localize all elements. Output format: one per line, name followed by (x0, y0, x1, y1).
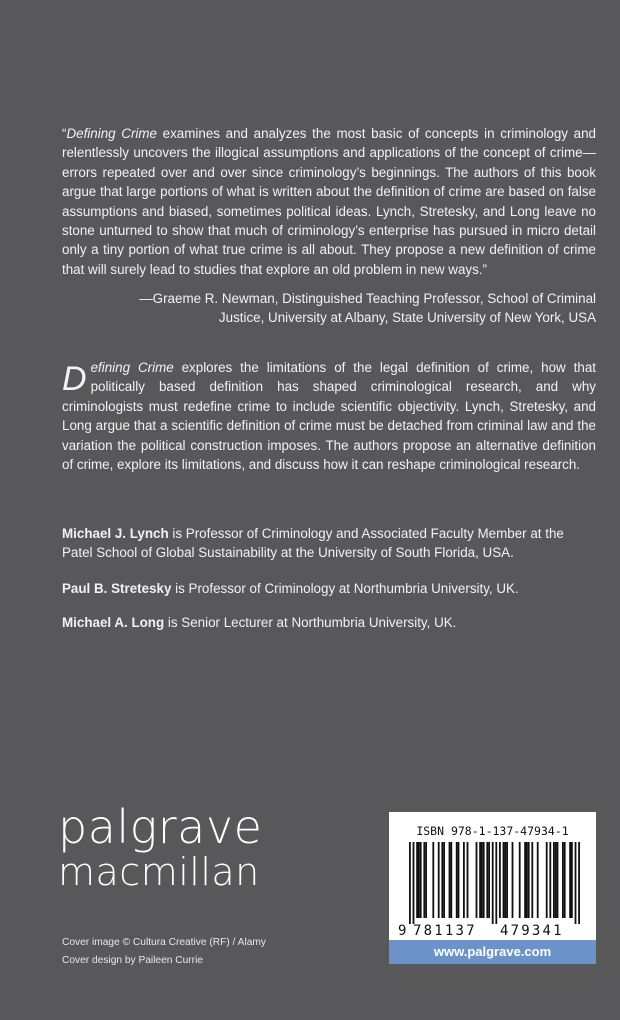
barcode-bar (519, 842, 521, 918)
quote-book-title: Defining Crime (66, 126, 157, 141)
barcode-bar (423, 842, 425, 918)
barcode-bar (549, 842, 551, 918)
endorsement-quote (62, 124, 596, 279)
barcode-bar (504, 842, 506, 918)
barcode-bar (420, 842, 422, 918)
barcode-bar (458, 842, 460, 918)
book-description (62, 358, 596, 474)
barcode-bar (503, 842, 505, 918)
barcode-bars (409, 842, 580, 924)
barcode-bar (479, 842, 481, 918)
cover-design-credit: Cover design by Paileen Currie (62, 955, 203, 966)
cover-credits (62, 934, 266, 970)
barcode-bar (531, 842, 533, 918)
barcode-bar (438, 842, 440, 918)
barcode-bar (456, 842, 458, 918)
isbn-label: ISBN 978-1-137-47934-1 (416, 824, 569, 838)
barcode-digits-left: 781137 (413, 923, 477, 939)
barcode-bar (499, 842, 501, 918)
barcode-bar (575, 842, 577, 924)
barcode-bar (481, 842, 483, 918)
barcode-bar (443, 842, 445, 918)
barcode-bar (546, 842, 548, 918)
barcode-bar (569, 842, 571, 918)
barcode-bar (495, 842, 497, 924)
attribution-line-1: —Graeme R. Newman, Distinguished Teaching Professor, School of Criminal (139, 291, 596, 306)
barcode-bar (449, 842, 451, 918)
author-bio-text: is Professor of Criminology and Associated Faculty Member at the Patel School of Global Sustainability at the University of South Florida, USA. (62, 526, 564, 561)
publisher-logo-line-2: macmillan (58, 850, 260, 894)
description-text: explores the limitations of the legal definition of crime, how that politically based definition has shaped criminological research, and why criminologists must redefine crime to include scientific objectivity. Lynch, Stretesky, and Long argue that a scientific definition of crime must be detached from criminal law and the variation the political construction imposes. The authors propose an alternative definition of crime, explore its limitations, and discuss how it can reshape criminological research. (62, 360, 596, 473)
author-bio-lynch (62, 524, 596, 563)
barcode-bar (463, 842, 465, 918)
barcode-bar (441, 842, 443, 918)
barcode-bar (432, 842, 434, 918)
barcode-bar (476, 842, 478, 918)
barcode-bar (526, 842, 528, 918)
barcode-bar (450, 842, 452, 918)
barcode (389, 812, 596, 940)
quote-attribution (62, 289, 596, 328)
publisher-logo (58, 800, 263, 894)
barcode-bar (564, 842, 566, 918)
barcode-bar (425, 842, 427, 918)
barcode-bar (571, 842, 573, 918)
barcode-bar (512, 842, 514, 918)
barcode-bar (492, 842, 494, 924)
barcode-panel (389, 812, 596, 964)
barcode-bar (486, 842, 488, 918)
barcode-bar (483, 842, 485, 918)
cover-image-credit: Cover image © Cultura Creative (RF) / Alamy (62, 937, 266, 948)
author-bio-text: is Senior Lecturer at Northumbria University, UK. (164, 615, 457, 630)
barcode-bar (524, 842, 526, 918)
author-bio-text: is Professor of Criminology at Northumbria University, UK. (171, 581, 519, 596)
quote-open-mark: “ (62, 126, 67, 141)
author-name: Michael J. Lynch (62, 526, 169, 541)
barcode-bar (418, 842, 420, 918)
publisher-url[interactable]: www.palgrave.com (389, 940, 596, 964)
barcode-bar (506, 842, 508, 918)
quote-text: examines and analyzes the most basic of concepts in criminology and relentlessly uncovers the illogical assumptions and applications of the concept of crime—errors repeated over and over since criminology’s beginnings. The authors of this book argue that large portions of what is written about the definition of crime are based on false assumptions and biased, sometimes political ideas. Lynch, Stretesky, and Long leave no stone unturned to show that much of criminology’s enterprise has pursued in micro detail only a tiny portion of what true crime is all about. They propose a new definition of crime that will surely lead to studies that explore an old problem in new ways.” (62, 126, 597, 277)
barcode-bar (555, 842, 557, 918)
barcode-bar (578, 842, 580, 924)
publisher-logo-line-1: palgrave (58, 800, 263, 854)
barcode-bar (553, 842, 555, 918)
barcode-bar (416, 842, 418, 918)
author-bio-stretesky (62, 579, 596, 598)
barcode-bar (413, 842, 415, 924)
barcode-digit-first: 9 (398, 923, 407, 939)
author-bio-long (62, 613, 596, 632)
barcode-bar (467, 842, 469, 918)
barcode-bar (537, 842, 539, 918)
barcode-bar (562, 842, 564, 918)
barcode-bar (409, 842, 411, 924)
description-book-title: efining Crime (90, 360, 174, 375)
attribution-line-2: Justice, University at Albany, State University of New York, USA (218, 310, 596, 326)
barcode-bar (488, 842, 490, 918)
author-name: Michael A. Long (62, 615, 165, 630)
drop-cap: D (62, 360, 87, 398)
barcode-bar (557, 842, 559, 918)
author-name: Paul B. Stretesky (62, 581, 172, 596)
barcode-digits-right: 479341 (500, 923, 564, 939)
barcode-bar (528, 842, 530, 918)
